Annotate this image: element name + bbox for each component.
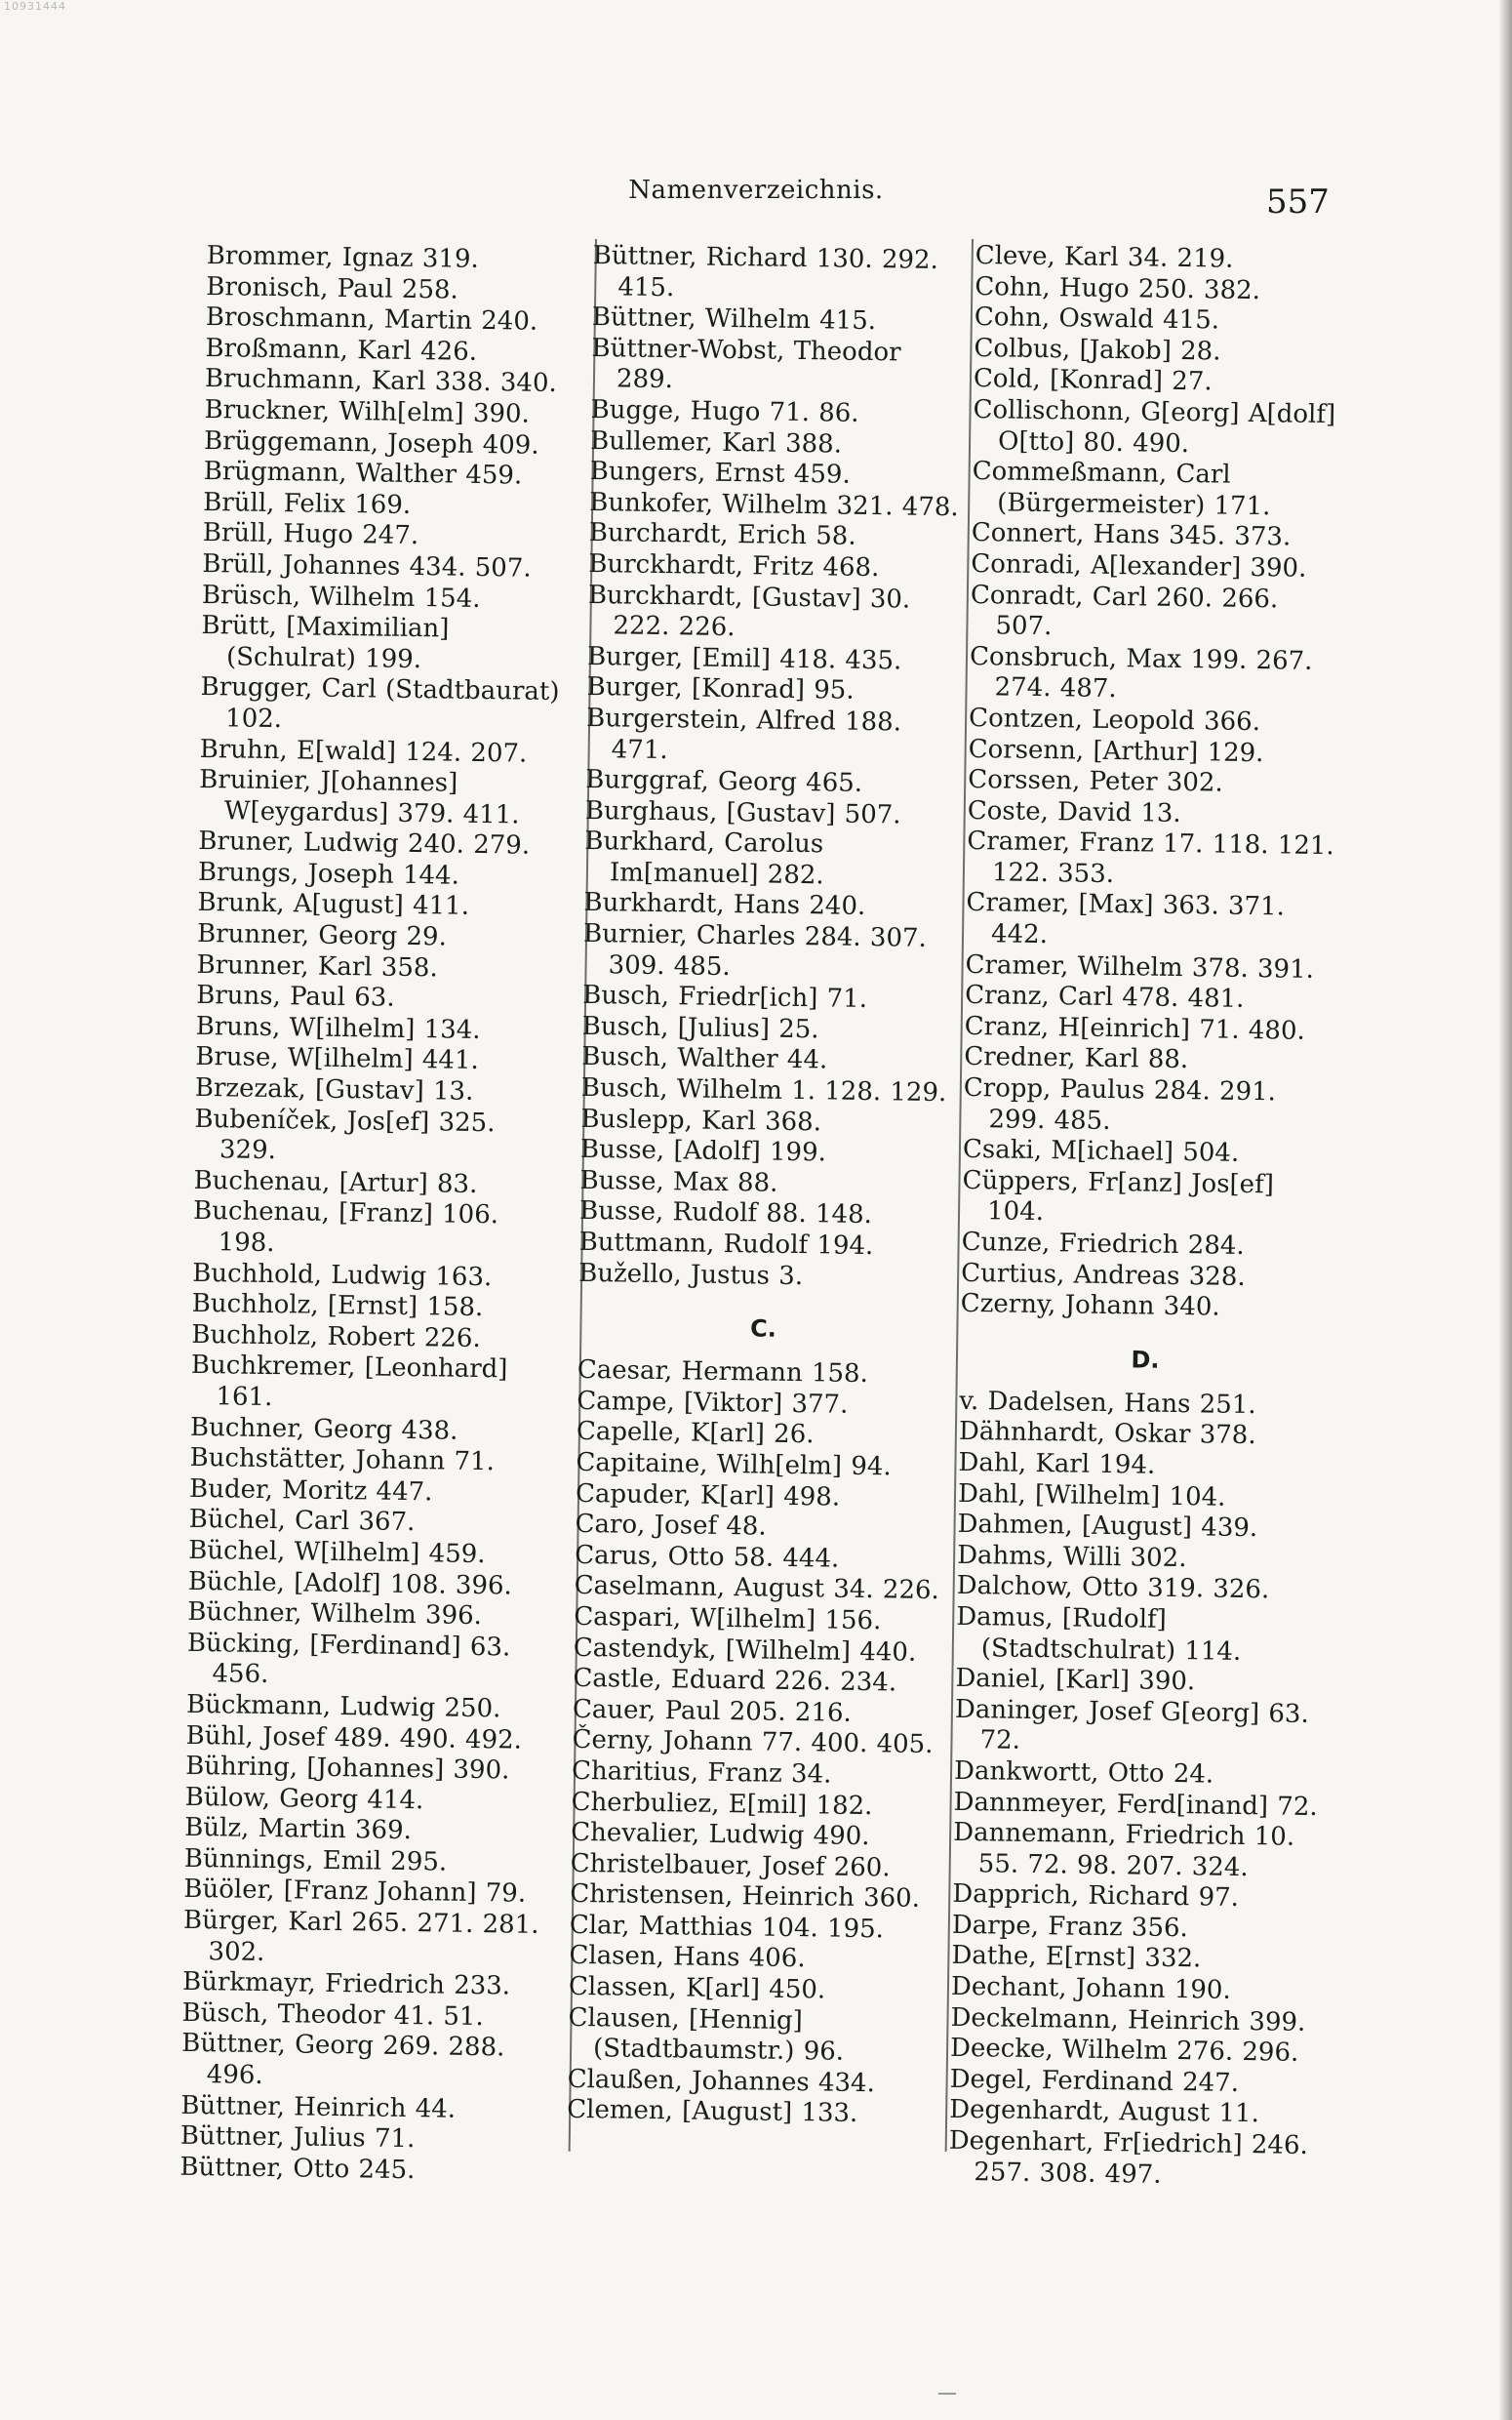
index-entry: Cüppers, Fr[anz] Jos[ef] 104. bbox=[962, 1165, 1275, 1228]
index-entry: Capitaine, Wilh[elm] 94. bbox=[576, 1447, 892, 1482]
index-entry: Burger, [Emil] 418. 435. bbox=[586, 641, 902, 676]
index-entry: Büttner, Richard 130. 292. 415. bbox=[592, 241, 939, 302]
index-entry: Bugge, Hugo 71. 86. bbox=[590, 394, 859, 428]
index-entry: Cramer, Franz 17. 118. 121. 122. 353. bbox=[967, 827, 1334, 889]
section-heading: C. bbox=[749, 1314, 777, 1343]
index-entry: Cohn, Oswald 415. bbox=[974, 302, 1220, 336]
scan-mark-dash bbox=[938, 2393, 956, 2395]
index-entry: Burkhardt, Hans 240. bbox=[583, 888, 866, 922]
index-entry: Bühring, [Johannes] 390. bbox=[184, 1751, 510, 1786]
index-entry: Curtius, Andreas 328. bbox=[961, 1258, 1246, 1292]
index-entry: Burckhardt, Fritz 468. bbox=[588, 548, 880, 584]
index-entry: Bubeníček, Jos[ef] 325. 329. bbox=[194, 1104, 496, 1166]
index-entry: Broschmann, Martin 240. bbox=[205, 302, 538, 337]
index-entry: Brommer, Ignaz 319. bbox=[206, 241, 479, 274]
index-column-2 bbox=[567, 241, 964, 2131]
index-entry: Burggraf, Georg 465. bbox=[585, 765, 863, 799]
index-entry: Buslepp, Karl 368. bbox=[580, 1104, 822, 1137]
index-entry: Clemen, [August] 133. bbox=[567, 2095, 858, 2129]
index-entry: Bruns, W[ilhelm] 134. bbox=[195, 1011, 481, 1045]
scan-identifier: 10931444 bbox=[4, 0, 66, 13]
index-entry: Daninger, Josef G[eorg] 63. 72. bbox=[954, 1694, 1309, 1756]
index-entry: Bruinier, J[ohannes] W[eygardus] 379. 411. bbox=[199, 765, 520, 830]
index-entry: Brügmann, Walther 459. bbox=[203, 457, 523, 491]
index-entry: Bungers, Ernst 459. bbox=[589, 457, 851, 490]
index-entry: Dannmeyer, Ferd[inand] 72. bbox=[953, 1787, 1318, 1822]
index-entry: Burgerstein, Alfred 188. 471. bbox=[585, 703, 902, 765]
index-entry: Carus, Otto 58. 444. bbox=[574, 1540, 840, 1574]
index-entry: Büchner, Wilhelm 396. bbox=[187, 1596, 483, 1632]
index-entry: Claußen, Johannes 434. bbox=[567, 2064, 876, 2099]
index-entry: Cramer, Wilhelm 378. 391. bbox=[965, 949, 1315, 985]
index-entry: Damus, [Rudolf] (Stadtschulrat) 114. bbox=[956, 1601, 1242, 1667]
page-number: 557 bbox=[1266, 182, 1330, 222]
index-entry: Castendyk, [Wilhelm] 440. bbox=[573, 1633, 917, 1668]
index-entry: Buchholz, [Ernst] 158. bbox=[191, 1289, 484, 1323]
index-column-1 bbox=[179, 241, 568, 2188]
index-entry: Caesar, Hermann 158. bbox=[577, 1355, 869, 1390]
index-entry: Dathe, E[rnst] 332. bbox=[951, 1941, 1202, 1974]
index-entry: Deckelmann, Heinrich 399. bbox=[950, 2002, 1306, 2037]
index-entry: Buchhold, Ludwig 163. bbox=[192, 1258, 493, 1292]
index-entry: Brungs, Joseph 144. bbox=[197, 857, 460, 891]
index-entry: Daniel, [Karl] 390. bbox=[955, 1663, 1196, 1697]
index-entry: Capuder, K[arl] 498. bbox=[575, 1478, 841, 1512]
index-entry: Dannemann, Friedrich 10. 55. 72. 98. 207. 324. bbox=[953, 1817, 1295, 1882]
index-entry: Degenhardt, August 11. bbox=[949, 2095, 1260, 2129]
index-entry: Christelbauer, Josef 260. bbox=[570, 1848, 891, 1883]
index-entry: Cunze, Friedrich 284. bbox=[961, 1227, 1245, 1261]
index-entry: Busch, Wilhelm 1. 128. 129. bbox=[580, 1072, 947, 1109]
index-entry: Bünnings, Emil 295. bbox=[183, 1843, 448, 1877]
index-entry: Buchenau, [Artur] 83. bbox=[193, 1165, 478, 1199]
index-entry: Dapprich, Richard 97. bbox=[952, 1879, 1240, 1914]
index-entry: Busch, Walther 44. bbox=[581, 1042, 828, 1075]
index-entry: Büttner-Wobst, Theodor 289. bbox=[591, 333, 901, 395]
index-entry: Busse, [Adolf] 199. bbox=[579, 1135, 827, 1168]
index-entry: Capelle, K[arl] 26. bbox=[576, 1417, 815, 1450]
index-entry: Conradi, A[lexander] 390. bbox=[971, 548, 1307, 584]
index-entry: Büttner, Otto 245. bbox=[179, 2152, 416, 2185]
index-entry: Cropp, Paulus 284. 291. 299. 485. bbox=[963, 1072, 1277, 1136]
index-entry: Cranz, H[einrich] 71. 480. bbox=[964, 1011, 1305, 1046]
index-entry: Büttner, Heinrich 44. bbox=[180, 2090, 457, 2124]
index-entry: Brugger, Carl (Stadtbaurat) 102. bbox=[200, 672, 560, 735]
index-entry: Dahms, Willi 302. bbox=[956, 1540, 1187, 1573]
index-entry: Commeßmann, Carl (Bürgermeister) 171. bbox=[972, 457, 1271, 521]
index-entry: Consbruch, Max 199. 267. 274. 487. bbox=[969, 641, 1313, 705]
index-entry: Dähnhardt, Oskar 378. bbox=[958, 1417, 1256, 1451]
index-entry: Buchner, Georg 438. bbox=[189, 1412, 458, 1446]
index-entry: Bruns, Paul 63. bbox=[195, 981, 395, 1014]
index-entry: Dahl, Karl 194. bbox=[958, 1447, 1156, 1480]
index-entry: Csaki, M[ichael] 504. bbox=[962, 1135, 1240, 1169]
index-entry: Büchel, Carl 367. bbox=[188, 1505, 416, 1538]
index-entry: Buchholz, Robert 226. bbox=[191, 1319, 481, 1353]
index-entry: Büttner, Wilhelm 415. bbox=[591, 302, 877, 337]
index-entry: Busch, Friedr[ich] 71. bbox=[581, 981, 868, 1015]
index-entry: Brüll, Felix 169. bbox=[203, 487, 412, 520]
index-entry: Clar, Matthias 104. 195. bbox=[569, 1910, 885, 1945]
index-entry: Dahmen, [August] 439. bbox=[957, 1510, 1258, 1544]
index-entry: Contzen, Leopold 366. bbox=[968, 703, 1261, 738]
index-entry: Bužello, Justus 3. bbox=[578, 1258, 804, 1291]
index-entry: Busch, [Julius] 25. bbox=[581, 1011, 819, 1045]
index-entry: Cauer, Paul 205. 216. bbox=[572, 1694, 853, 1728]
index-entry: Connert, Hans 345. 373. bbox=[971, 518, 1292, 552]
index-entry: Brunk, A[ugust] 411. bbox=[197, 888, 470, 922]
index-entry: Büttner, Julius 71. bbox=[179, 2121, 416, 2155]
index-entry: Cranz, Carl 478. 481. bbox=[964, 981, 1245, 1015]
index-entry: Büttner, Georg 269. 288. 496. bbox=[180, 2029, 505, 2091]
index-entry: Busse, Rudolf 88. 148. bbox=[578, 1196, 873, 1230]
index-entry: Burger, [Konrad] 95. bbox=[586, 672, 855, 706]
index-entry: Bruckner, Wilh[elm] 390. bbox=[204, 394, 531, 429]
index-entry: Clausen, [Hennig] (Stadtbaumstr.) 96. bbox=[568, 2002, 845, 2068]
index-entry: Burchardt, Erich 58. bbox=[588, 518, 856, 552]
index-entry: Büchle, [Adolf] 108. 396. bbox=[187, 1566, 512, 1601]
index-entry: Brüll, Hugo 247. bbox=[202, 518, 419, 551]
index-entry: Bullemer, Karl 388. bbox=[589, 425, 843, 460]
index-entry: Colbus, [Jakob] 28. bbox=[974, 333, 1221, 367]
index-entry: Bückmann, Ludwig 250. bbox=[185, 1689, 501, 1724]
index-entry: Büöler, [Franz Johann] 79. bbox=[183, 1875, 527, 1910]
index-entry: Buchkremer, [Leonhard] 161. bbox=[190, 1351, 508, 1413]
index-entry: Buttmann, Rudolf 194. bbox=[578, 1227, 874, 1262]
page-edge-shadow bbox=[1498, 0, 1512, 2420]
index-entry: Bülow, Georg 414. bbox=[184, 1782, 424, 1815]
index-entry: Bruner, Ludwig 240. 279. bbox=[198, 827, 531, 861]
index-entry: Bruchmann, Karl 338. 340. bbox=[204, 364, 557, 399]
index-entry: Bühl, Josef 489. 490. 492. bbox=[185, 1720, 523, 1755]
index-entry: Coste, David 13. bbox=[967, 795, 1181, 828]
index-entry: Bürger, Karl 265. 271. 281. 302. bbox=[182, 1905, 539, 1967]
index-entry: Burnier, Charles 284. 307. 309. 485. bbox=[582, 918, 928, 982]
index-entry: Christensen, Heinrich 360. bbox=[570, 1879, 921, 1915]
index-entry: Dankwortt, Otto 24. bbox=[953, 1755, 1214, 1790]
index-entry: Dahl, [Wilhelm] 104. bbox=[957, 1478, 1226, 1512]
index-column-3 bbox=[948, 241, 1346, 2193]
index-entry: Credner, Karl 88. bbox=[964, 1042, 1189, 1075]
index-entry: v. Dadelsen, Hans 251. bbox=[959, 1386, 1256, 1420]
index-entry: Caselmann, August 34. 226. bbox=[574, 1571, 940, 1606]
index-entry: Classen, K[arl] 450. bbox=[568, 1971, 826, 2005]
index-entry: Cherbuliez, E[mil] 182. bbox=[571, 1787, 873, 1821]
index-entry: Conradt, Carl 260. 266. 507. bbox=[970, 580, 1279, 642]
index-entry: Caro, Josef 48. bbox=[575, 1510, 767, 1542]
index-entry: Broßmann, Karl 426. bbox=[205, 333, 478, 367]
index-entry: Burghaus, [Gustav] 507. bbox=[584, 795, 901, 830]
index-entry: Degenhart, Fr[iedrich] 246. 257. 308. 497. bbox=[948, 2125, 1308, 2190]
index-entry: Bürkmayr, Friedrich 233. bbox=[181, 1967, 511, 2001]
index-entry: Caspari, W[ilhelm] 156. bbox=[574, 1601, 882, 1636]
index-entry: Corsenn, [Arthur] 129. bbox=[968, 734, 1264, 768]
index-entry: Dechant, Johann 190. bbox=[950, 1971, 1231, 2005]
index-entry: Bruhn, E[wald] 124. 207. bbox=[199, 734, 528, 769]
index-entry: Brüggemann, Joseph 409. bbox=[203, 425, 539, 461]
index-entry: Darpe, Franz 356. bbox=[951, 1910, 1188, 1944]
index-entry: Castle, Eduard 226. 234. bbox=[573, 1663, 897, 1698]
index-entry: Brüll, Johannes 434. 507. bbox=[202, 548, 532, 584]
index-entry: Clasen, Hans 406. bbox=[569, 1941, 806, 1974]
index-entry: Chevalier, Ludwig 490. bbox=[571, 1817, 870, 1852]
index-entry: Busse, Max 88. bbox=[579, 1165, 778, 1198]
index-entry: Bunkofer, Wilhelm 321. 478. bbox=[589, 487, 959, 523]
index-entry: Deecke, Wilhelm 276. 296. bbox=[949, 2034, 1299, 2069]
index-entry: Bücking, [Ferdinand] 63. 456. bbox=[186, 1628, 511, 1690]
index-entry: Černy, Johann 77. 400. 405. bbox=[572, 1725, 934, 1760]
index-entry: Brzezak, [Gustav] 13. bbox=[194, 1072, 474, 1107]
index-entry: Buchenau, [Franz] 106. 198. bbox=[192, 1196, 499, 1259]
index-entry: Brunner, Georg 29. bbox=[196, 918, 448, 952]
index-entry: Dalchow, Otto 319. 326. bbox=[956, 1571, 1270, 1605]
index-entry: Cohn, Hugo 250. 382. bbox=[975, 271, 1261, 305]
index-entry: Czerny, Johann 340. bbox=[960, 1289, 1220, 1322]
index-entry: Collischonn, G[eorg] A[dolf] O[tto] 80. 490. bbox=[973, 394, 1336, 459]
index-entry: Brütt, [Maximilian] (Schulrat) 199. bbox=[201, 611, 450, 674]
section-heading: D. bbox=[1131, 1346, 1160, 1374]
index-entry: Burckhardt, [Gustav] 30. 222. 226. bbox=[587, 580, 911, 643]
index-entry: Brunner, Karl 358. bbox=[196, 949, 438, 984]
running-head: Namenverzeichnis. bbox=[628, 176, 884, 205]
index-entry: Cold, [Konrad] 27. bbox=[973, 364, 1213, 397]
index-entry: Campe, [Viktor] 377. bbox=[577, 1386, 849, 1420]
index-entry: Cramer, [Max] 363. 371. 442. bbox=[966, 888, 1286, 950]
index-entry: Corssen, Peter 302. bbox=[968, 765, 1223, 798]
index-entry: Burkhard, Carolus Im[manuel] 282. bbox=[584, 827, 824, 891]
index-entry: Bronisch, Paul 258. bbox=[206, 271, 459, 305]
index-entry: Büchel, W[ilhelm] 459. bbox=[188, 1535, 486, 1570]
index-entry: Buchstätter, Johann 71. bbox=[189, 1443, 496, 1477]
index-entry: Bülz, Martin 369. bbox=[184, 1813, 413, 1846]
index-entry: Büsch, Theodor 41. 51. bbox=[181, 1997, 484, 2032]
index-entry: Brüsch, Wilhelm 154. bbox=[201, 580, 481, 614]
index-entry: Cleve, Karl 34. 219. bbox=[975, 241, 1234, 274]
index-entry: Degel, Ferdinand 247. bbox=[949, 2064, 1240, 2098]
index-entry: Buder, Moritz 447. bbox=[188, 1473, 433, 1508]
index-entry: Charitius, Franz 34. bbox=[571, 1755, 832, 1790]
index-entry: Bruse, W[ilhelm] 441. bbox=[195, 1042, 479, 1076]
